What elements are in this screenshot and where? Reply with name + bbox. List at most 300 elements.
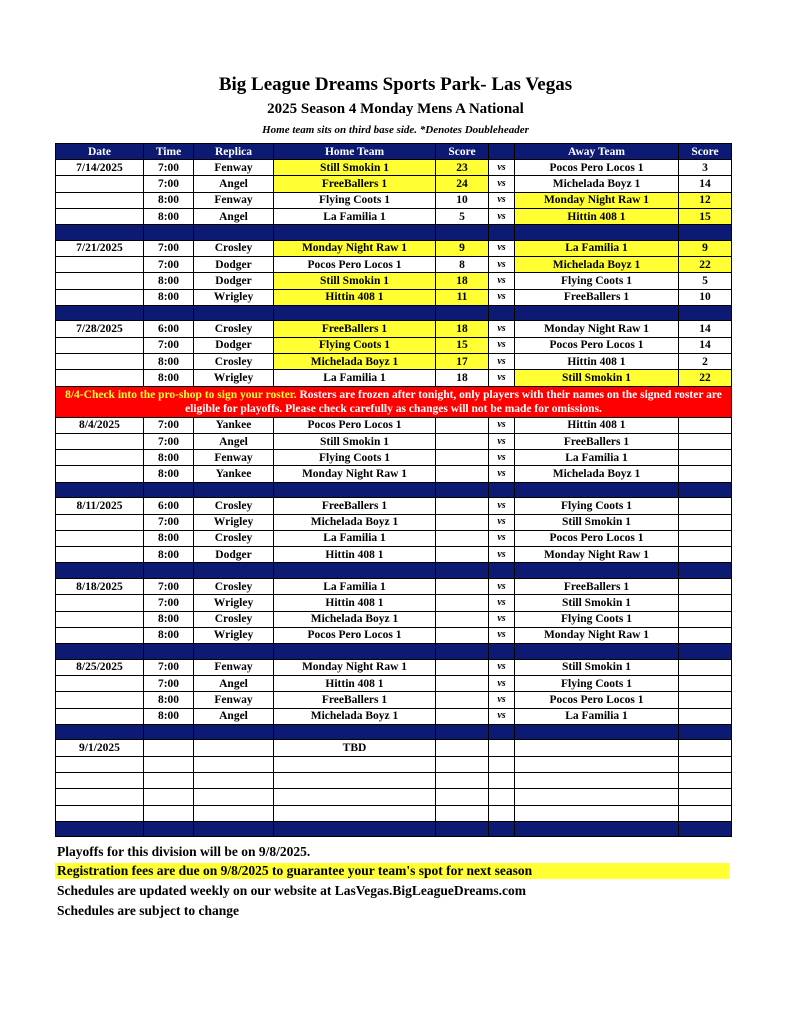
separator-cell — [489, 563, 515, 579]
game-time: 7:00 — [144, 578, 194, 594]
away-score: 12 — [679, 192, 732, 208]
away-team: Pocos Pero Locos 1 — [515, 692, 679, 708]
home-team: Hittin 408 1 — [274, 595, 436, 611]
table-row — [56, 692, 732, 708]
table-row — [56, 789, 732, 805]
separator-cell — [489, 305, 515, 321]
away-team: La Familia 1 — [515, 450, 679, 466]
separator-row — [56, 724, 732, 740]
game-field: Fenway — [194, 692, 274, 708]
separator-cell — [194, 305, 274, 321]
empty-cell — [194, 756, 274, 772]
roster-notice-highlight: 8/4-Check into the pro-shop to sign your roster. — [65, 388, 297, 401]
separator-cell — [56, 644, 144, 660]
away-team: Monday Night Raw 1 — [515, 627, 679, 643]
roster-notice-row — [56, 386, 732, 417]
game-time: 7:00 — [144, 595, 194, 611]
vs-label: vs — [489, 192, 515, 208]
separator-row — [56, 482, 732, 498]
separator-cell — [436, 563, 489, 579]
week-date: 7/14/2025 — [56, 160, 144, 176]
home-score — [436, 675, 489, 691]
away-team: Pocos Pero Locos 1 — [515, 160, 679, 176]
home-team: Still Smokin 1 — [274, 433, 436, 449]
game-field: Angel — [194, 675, 274, 691]
away-team: Monday Night Raw 1 — [515, 321, 679, 337]
separator-cell — [274, 563, 436, 579]
empty-cell — [436, 756, 489, 772]
empty-cell — [515, 740, 679, 756]
separator-row — [56, 821, 732, 837]
week-date-empty — [56, 547, 144, 563]
game-time: 8:00 — [144, 708, 194, 724]
game-field: Wrigley — [194, 370, 274, 386]
empty-cell — [144, 772, 194, 788]
home-score — [436, 498, 489, 514]
vs-label: vs — [489, 514, 515, 530]
separator-cell — [194, 724, 274, 740]
game-time: 7:00 — [144, 337, 194, 353]
roster-notice — [56, 386, 732, 417]
away-score: 22 — [679, 370, 732, 386]
away-score — [679, 433, 732, 449]
roster-notice-text: Rosters are frozen after tonight, only players with their names on the signed roster are eligible for playoffs. Please check carefully as changes will not be made for omissions. — [185, 388, 722, 415]
empty-cell — [679, 772, 732, 788]
home-team: Still Smokin 1 — [274, 160, 436, 176]
away-team: La Familia 1 — [515, 708, 679, 724]
table-row — [56, 256, 732, 272]
table-row — [56, 578, 732, 594]
away-score — [679, 708, 732, 724]
vs-label: vs — [489, 692, 515, 708]
separator-cell — [515, 305, 679, 321]
table-row — [56, 740, 732, 756]
col-home-team: Home Team — [274, 144, 436, 160]
table-row — [56, 289, 732, 305]
separator-cell — [56, 225, 144, 241]
header-row — [56, 144, 732, 160]
separator-cell — [144, 305, 194, 321]
separator-cell — [489, 225, 515, 241]
home-team: Still Smokin 1 — [274, 273, 436, 289]
vs-label: vs — [489, 208, 515, 224]
away-score — [679, 675, 732, 691]
game-time: 8:00 — [144, 611, 194, 627]
game-field: Angel — [194, 708, 274, 724]
week-date: 8/11/2025 — [56, 498, 144, 514]
table-row — [56, 805, 732, 821]
game-time: 6:00 — [144, 321, 194, 337]
home-team: Michelada Boyz 1 — [274, 708, 436, 724]
separator-cell — [56, 821, 144, 837]
separator-cell — [679, 644, 732, 660]
away-score — [679, 514, 732, 530]
separator-cell — [679, 225, 732, 241]
separator-cell — [274, 225, 436, 241]
away-score — [679, 627, 732, 643]
game-field: Fenway — [194, 192, 274, 208]
home-team: Pocos Pero Locos 1 — [274, 256, 436, 272]
separator-cell — [144, 821, 194, 837]
home-score: 5 — [436, 208, 489, 224]
game-field: Wrigley — [194, 514, 274, 530]
separator-cell — [194, 644, 274, 660]
away-score: 10 — [679, 289, 732, 305]
empty-cell — [515, 756, 679, 772]
table-row — [56, 611, 732, 627]
table-row — [56, 450, 732, 466]
separator-cell — [274, 482, 436, 498]
away-team: Flying Coots 1 — [515, 611, 679, 627]
vs-label: vs — [489, 433, 515, 449]
away-team: FreeBallers 1 — [515, 289, 679, 305]
home-team: Hittin 408 1 — [274, 289, 436, 305]
away-score — [679, 498, 732, 514]
separator-cell — [679, 724, 732, 740]
vs-label: vs — [489, 547, 515, 563]
separator-cell — [194, 482, 274, 498]
table-row — [56, 417, 732, 433]
empty-cell — [679, 756, 732, 772]
home-score — [436, 530, 489, 546]
game-time: 7:00 — [144, 417, 194, 433]
home-team: Michelada Boyz 1 — [274, 514, 436, 530]
vs-label: vs — [489, 595, 515, 611]
game-time: 8:00 — [144, 353, 194, 369]
table-row — [56, 498, 732, 514]
separator-cell — [489, 821, 515, 837]
vs-label: vs — [489, 675, 515, 691]
week-date-empty — [56, 353, 144, 369]
game-field: Wrigley — [194, 595, 274, 611]
separator-cell — [144, 482, 194, 498]
away-score: 9 — [679, 240, 732, 256]
game-time: 8:00 — [144, 289, 194, 305]
game-time: 7:00 — [144, 256, 194, 272]
home-score: 9 — [436, 240, 489, 256]
vs-label: vs — [489, 256, 515, 272]
game-field: Crosley — [194, 578, 274, 594]
home-score: 18 — [436, 273, 489, 289]
table-row — [56, 466, 732, 482]
away-team: Michelada Boyz 1 — [515, 176, 679, 192]
home-score — [436, 611, 489, 627]
away-team: Monday Night Raw 1 — [515, 192, 679, 208]
home-team: FreeBallers 1 — [274, 692, 436, 708]
home-team: FreeBallers 1 — [274, 498, 436, 514]
away-team: Still Smokin 1 — [515, 659, 679, 675]
game-time: 7:00 — [144, 176, 194, 192]
empty-cell — [679, 789, 732, 805]
home-team: FreeBallers 1 — [274, 176, 436, 192]
empty-cell — [436, 789, 489, 805]
week-date-empty — [56, 289, 144, 305]
away-team: FreeBallers 1 — [515, 578, 679, 594]
vs-label: vs — [489, 498, 515, 514]
vs-label: vs — [489, 353, 515, 369]
home-score: 11 — [436, 289, 489, 305]
empty-cell — [56, 789, 144, 805]
away-score: 2 — [679, 353, 732, 369]
game-time: 7:00 — [144, 675, 194, 691]
empty-cell — [274, 772, 436, 788]
home-score — [436, 595, 489, 611]
away-team: Hittin 408 1 — [515, 353, 679, 369]
tbd-label: TBD — [274, 740, 436, 756]
game-time: 8:00 — [144, 192, 194, 208]
table-row — [56, 273, 732, 289]
separator-cell — [436, 644, 489, 660]
game-field: Dodger — [194, 273, 274, 289]
separator-cell — [144, 563, 194, 579]
week-date-empty — [56, 692, 144, 708]
home-team: Monday Night Raw 1 — [274, 466, 436, 482]
table-row — [56, 370, 732, 386]
game-time: 8:00 — [144, 466, 194, 482]
away-team: Still Smokin 1 — [515, 370, 679, 386]
separator-cell — [274, 821, 436, 837]
separator-cell — [515, 225, 679, 241]
empty-cell — [56, 756, 144, 772]
home-team: Pocos Pero Locos 1 — [274, 627, 436, 643]
away-team: Pocos Pero Locos 1 — [515, 337, 679, 353]
week-date: 7/21/2025 — [56, 240, 144, 256]
empty-cell — [679, 805, 732, 821]
home-score: 15 — [436, 337, 489, 353]
home-team: Flying Coots 1 — [274, 450, 436, 466]
away-score: 14 — [679, 337, 732, 353]
separator-cell — [515, 563, 679, 579]
away-score — [679, 659, 732, 675]
empty-cell — [436, 772, 489, 788]
home-score — [436, 547, 489, 563]
away-score: 15 — [679, 208, 732, 224]
col-date: Date — [56, 144, 144, 160]
away-score — [679, 417, 732, 433]
away-score — [679, 595, 732, 611]
away-team: Still Smokin 1 — [515, 514, 679, 530]
separator-cell — [515, 644, 679, 660]
header-note: Home team sits on third base side. *Denotes Doubleheader — [262, 124, 529, 136]
vs-label: vs — [489, 450, 515, 466]
col-replica: Replica — [194, 144, 274, 160]
week-date-empty — [56, 675, 144, 691]
home-team: Michelada Boyz 1 — [274, 353, 436, 369]
vs-label: vs — [489, 627, 515, 643]
empty-cell — [274, 789, 436, 805]
empty-cell — [436, 740, 489, 756]
vs-label: vs — [489, 370, 515, 386]
home-team: La Familia 1 — [274, 370, 436, 386]
game-field: Dodger — [194, 547, 274, 563]
away-score: 14 — [679, 321, 732, 337]
home-team: Hittin 408 1 — [274, 547, 436, 563]
vs-label: vs — [489, 708, 515, 724]
separator-cell — [515, 482, 679, 498]
home-score — [436, 692, 489, 708]
empty-cell — [144, 805, 194, 821]
empty-cell — [489, 805, 515, 821]
home-score: 10 — [436, 192, 489, 208]
separator-cell — [194, 563, 274, 579]
game-time: 7:00 — [144, 659, 194, 675]
table-row — [56, 176, 732, 192]
week-date: 7/28/2025 — [56, 321, 144, 337]
game-field: Fenway — [194, 659, 274, 675]
game-time: 8:00 — [144, 547, 194, 563]
table-row — [56, 208, 732, 224]
week-date-empty — [56, 208, 144, 224]
game-field: Crosley — [194, 353, 274, 369]
col-vs — [489, 144, 515, 160]
separator-cell — [515, 821, 679, 837]
table-row — [56, 160, 732, 176]
away-team: Michelada Boyz 1 — [515, 466, 679, 482]
empty-cell — [489, 756, 515, 772]
footer-website: Schedules are updated weekly on our website at LasVegas.BigLeagueDreams.com — [57, 883, 527, 898]
separator-cell — [144, 225, 194, 241]
week-date-empty — [56, 337, 144, 353]
home-score — [436, 466, 489, 482]
vs-label: vs — [489, 530, 515, 546]
home-score — [436, 708, 489, 724]
home-team: Flying Coots 1 — [274, 337, 436, 353]
home-score — [436, 433, 489, 449]
away-team: FreeBallers 1 — [515, 433, 679, 449]
away-score: 5 — [679, 273, 732, 289]
page-title: Big League Dreams Sports Park- Las Vegas — [218, 74, 573, 95]
game-field: Wrigley — [194, 289, 274, 305]
game-time: 8:00 — [144, 627, 194, 643]
home-team: Michelada Boyz 1 — [274, 611, 436, 627]
vs-label: vs — [489, 417, 515, 433]
home-team: Flying Coots 1 — [274, 192, 436, 208]
separator-cell — [274, 644, 436, 660]
vs-label: vs — [489, 176, 515, 192]
week-date-empty — [56, 273, 144, 289]
home-score — [436, 417, 489, 433]
game-time: 8:00 — [144, 692, 194, 708]
home-score: 18 — [436, 370, 489, 386]
separator-cell — [679, 305, 732, 321]
footer-change: Schedules are subject to change — [57, 903, 239, 918]
separator-cell — [436, 724, 489, 740]
empty-cell — [489, 740, 515, 756]
home-team: Monday Night Raw 1 — [274, 659, 436, 675]
home-team: La Familia 1 — [274, 578, 436, 594]
schedule-table — [55, 143, 732, 837]
home-score — [436, 659, 489, 675]
separator-cell — [56, 724, 144, 740]
separator-cell — [56, 482, 144, 498]
table-row — [56, 627, 732, 643]
home-score: 8 — [436, 256, 489, 272]
vs-label: vs — [489, 160, 515, 176]
vs-label: vs — [489, 578, 515, 594]
separator-cell — [515, 724, 679, 740]
week-date-empty — [56, 176, 144, 192]
home-team: Monday Night Raw 1 — [274, 240, 436, 256]
game-field: Angel — [194, 176, 274, 192]
home-team: La Familia 1 — [274, 530, 436, 546]
week-date-empty — [56, 514, 144, 530]
separator-cell — [489, 482, 515, 498]
week-date: 8/25/2025 — [56, 659, 144, 675]
week-date-empty — [56, 450, 144, 466]
week-date-empty — [56, 530, 144, 546]
game-time: 7:00 — [144, 514, 194, 530]
game-time: 7:00 — [144, 160, 194, 176]
separator-cell — [679, 821, 732, 837]
game-field: Yankee — [194, 417, 274, 433]
week-date-empty — [56, 256, 144, 272]
separator-cell — [194, 821, 274, 837]
separator-row — [56, 225, 732, 241]
week-date: 8/4/2025 — [56, 417, 144, 433]
empty-cell — [144, 756, 194, 772]
table-row — [56, 353, 732, 369]
col-away-team: Away Team — [515, 144, 679, 160]
away-team: Monday Night Raw 1 — [515, 547, 679, 563]
table-row — [56, 675, 732, 691]
table-row — [56, 708, 732, 724]
home-score: 18 — [436, 321, 489, 337]
vs-label: vs — [489, 337, 515, 353]
separator-cell — [489, 644, 515, 660]
game-time: 8:00 — [144, 450, 194, 466]
empty-cell — [489, 789, 515, 805]
away-team: Hittin 408 1 — [515, 417, 679, 433]
empty-cell — [679, 740, 732, 756]
away-team: Flying Coots 1 — [515, 675, 679, 691]
away-team: Michelada Boyz 1 — [515, 256, 679, 272]
empty-cell — [489, 772, 515, 788]
away-score — [679, 611, 732, 627]
game-field: Fenway — [194, 450, 274, 466]
week-date: 9/1/2025 — [56, 740, 144, 756]
game-time: 6:00 — [144, 498, 194, 514]
vs-label: vs — [489, 611, 515, 627]
game-time: 7:00 — [144, 433, 194, 449]
empty-cell — [515, 772, 679, 788]
game-time: 8:00 — [144, 273, 194, 289]
home-score — [436, 627, 489, 643]
away-score: 3 — [679, 160, 732, 176]
away-score — [679, 466, 732, 482]
week-date-empty — [56, 708, 144, 724]
empty-cell — [515, 805, 679, 821]
game-field: Crosley — [194, 611, 274, 627]
home-team: La Familia 1 — [274, 208, 436, 224]
game-field: Yankee — [194, 466, 274, 482]
table-row — [56, 514, 732, 530]
game-field: Wrigley — [194, 627, 274, 643]
empty-cell — [194, 772, 274, 788]
separator-cell — [56, 305, 144, 321]
week-date-empty — [56, 466, 144, 482]
home-score — [436, 514, 489, 530]
home-score: 23 — [436, 160, 489, 176]
table-row — [56, 192, 732, 208]
separator-cell — [436, 305, 489, 321]
game-field: Dodger — [194, 337, 274, 353]
week-date-empty — [56, 192, 144, 208]
separator-row — [56, 563, 732, 579]
away-team: Pocos Pero Locos 1 — [515, 530, 679, 546]
separator-cell — [489, 724, 515, 740]
empty-cell — [436, 805, 489, 821]
away-team: Flying Coots 1 — [515, 498, 679, 514]
